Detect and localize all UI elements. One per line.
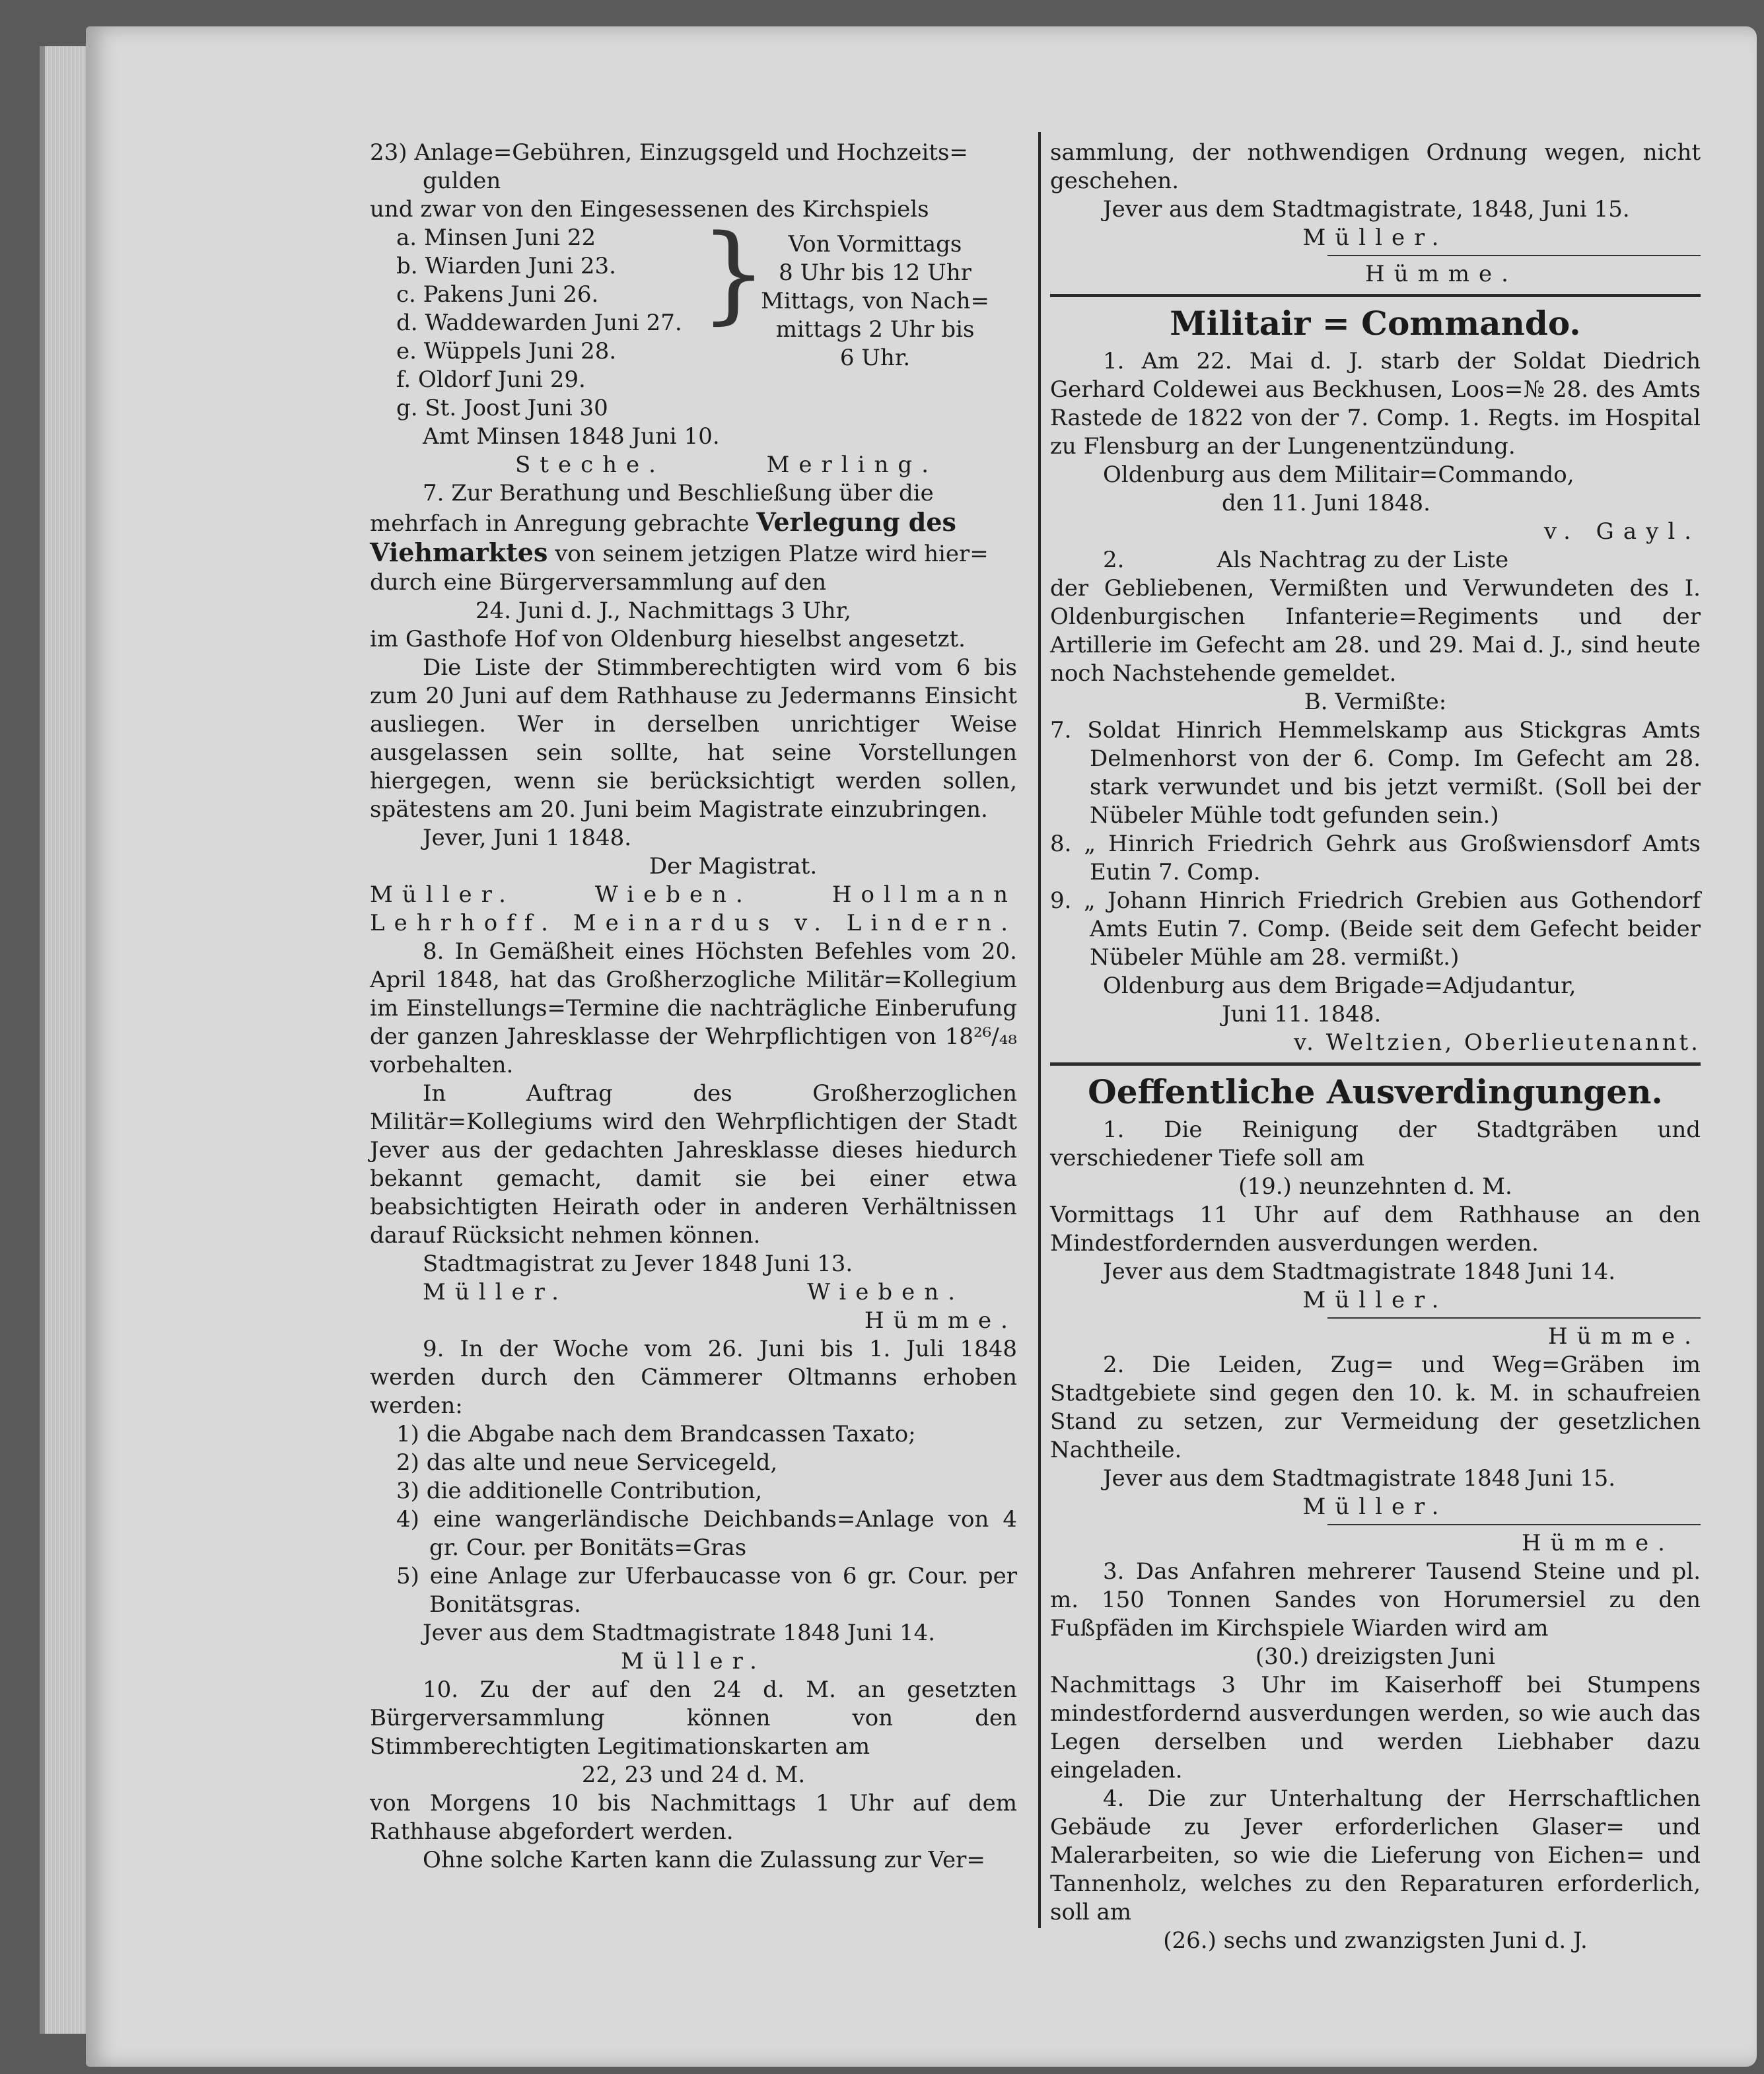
notice-23-title-cont: gulden [423, 168, 501, 194]
notice-7-line: 7. Zur Berathung und Beschließung über die [423, 480, 934, 506]
continued-body: sammlung, der nothwendigen Ordnung wegen, nicht geschehen. [1050, 139, 1701, 194]
notice-7-signatures-row1 [370, 881, 1017, 909]
notice-23-title: 23) Anlage=Gebühren, Einzugsgeld und Hochzeits= [370, 139, 968, 166]
brace-glyph: } [700, 211, 767, 335]
schedule-item: c. Pakens Juni 26. [396, 281, 599, 308]
signature-rule [1327, 1524, 1701, 1525]
schedule-item: f. Oldorf Juni 29. [396, 366, 586, 393]
tender-date: (26.) sechs und zwanzigsten Juni d. J. [1163, 1927, 1588, 1954]
schedule-item: b. Wiarden Juni 23. [396, 253, 616, 279]
signature: Lehrhoff. [370, 910, 557, 936]
tender-notice-4: 4. Die zur Unterhaltung der Herrschaftlichen Gebäude zu Jever erforderlichen Glaser= und Malerarbeiten, so wie die Lieferung von Eichen= und Tannenholz, welches zu den Reparaturen erforderlich, soll am [1050, 1785, 1701, 1925]
notice-8-body: 8. In Gemäßheit eines Höchsten Befehles vom 20. April 1848, hat das Großherzogliche Militär=Kollegium im Einstellungs=Termine die nachträgliche Einberufung der ganzen Jahresklasse der Wehrpflichtigen von 18²⁶/₄₈ vorbehalten. [370, 938, 1017, 1078]
notice-lead: Als Nachtrag zu der Liste [1217, 547, 1509, 573]
military-notice-2: der Gebliebenen, Vermißten und Verwundeten des I. Oldenburgischen Infanterie=Regiments und der Artillerie im Gefecht am 28. und 29. Mai d. J., sind heute noch Nachstehende gemeldet. [1050, 575, 1701, 687]
notice-7-office: Der Magistrat. [649, 853, 818, 880]
notice-10 [370, 1676, 1017, 1875]
signature: Müller. [621, 1648, 766, 1675]
notice-9-item: 4) eine wangerländische Deichbands=Anlage von 4 gr. Cour. per Bonitäts=Gras [396, 1506, 1017, 1561]
signature: Hümme. [864, 1307, 1017, 1334]
notice-number: 2. [1103, 547, 1125, 573]
tender-notice-1: 1. Die Reinigung der Stadtgräben und verschiedener Tiefe soll am [1050, 1117, 1701, 1171]
notice-7-body: Die Liste der Stimmberechtigten wird vom 6 bis zum 20 Juni auf dem Rathhause zu Jedermanns Einsicht ausliegen. Wer in derselben unrichtiger Weise ausgelassen sein sollte, hat seine Vorstellungen hiergegen, wenn sie berücksichtigt werden sollen, spätestens am 20. Juni beim Magistrate einzubringen. [370, 654, 1017, 823]
notice-7-line: durch eine Bürgerversammlung auf den [370, 569, 827, 596]
military-date: Juni 11. 1848. [1222, 1001, 1382, 1027]
section-rule [1050, 1062, 1701, 1066]
signature: Müller. [423, 1279, 568, 1305]
notice-7-venue: im Gasthofe Hof von Oldenburg hieselbst angesetzt. [370, 626, 966, 652]
signature-rule [1327, 1317, 1701, 1319]
missing-soldier-item: 7. Soldat Hinrich Hemmelskamp aus Stickgras Amts Delmenhorst von der 6. Comp. Im Gefecht am 28. stark verwundet und bis jetzt vermißt. (Soll bei der Nübeler Mühle todt gefunden sein.) [1050, 717, 1701, 829]
note-line: 6 Uhr. [839, 345, 911, 371]
schedule-time-note [733, 224, 1017, 423]
signature: Müller. [1302, 225, 1448, 251]
schedule-item: g. St. Joost Juni 30 [396, 395, 608, 421]
tender-notice-1: Vormittags 11 Uhr auf dem Rathhause an den Mindestfordernden ausverdungen werden. [1050, 1202, 1701, 1257]
military-date: den 11. Juni 1848. [1222, 490, 1430, 516]
notice-23 [370, 139, 1017, 479]
tender-place: Jever aus dem Stadtmagistrate 1848 Juni 14. [1103, 1259, 1616, 1285]
missing-soldier-item: 8. „ Hinrich Friedrich Gehrk aus Großwiensdorf Amts Eutin 7. Comp. [1050, 831, 1701, 885]
section-rule [1050, 294, 1701, 297]
tender-date: (30.) dreizigsten Juni [1255, 1643, 1496, 1670]
public-tenders-section [1050, 1072, 1701, 1955]
notice-9-item: 2) das alte und neue Servicegeld, [396, 1449, 778, 1476]
notice-23-place: Amt Minsen 1848 Juni 10. [423, 423, 720, 450]
tender-notice-2: 2. Die Leiden, Zug= und Weg=Gräben im Stadtgebiete sind gegen den 10. k. M. in schaufreien Stand zu setzen, zur Vermeidung der gesetzlichen Nachtheile. [1050, 1352, 1701, 1463]
notice-7-place: Jever, Juni 1 1848. [423, 825, 632, 851]
notice-7-signatures-row2 [370, 909, 1017, 938]
signature: Meinardus [573, 910, 779, 936]
signature: Hümme. [1365, 261, 1518, 287]
signature: Wieben. [594, 881, 752, 908]
section-heading-military: Militair = Commando. [1170, 304, 1581, 343]
notice-7-date: 24. Juni d. J., Nachmittags 3 Uhr, [476, 598, 851, 624]
notice-23-intro: und zwar von den Eingesessenen des Kirchspiels [370, 196, 929, 223]
notice-8-signatures [370, 1278, 1017, 1307]
notice-8-body: In Auftrag des Großherzoglichen Militär=Kollegiums wird den Wehrpflichtigen der Stadt Jever aus der gedachten Jahresklasse dieses hiedurch bekannt gemacht, damit sie bei einer etwa beabsichtigten Heirath oder in anderen Verhältnissen darauf Rücksicht nehmen können. [370, 1080, 1017, 1249]
continued-notice [1050, 139, 1701, 289]
tender-notice-3: Nachmittags 3 Uhr im Kaiserhoff bei Stumpens mindestfordernd ausverdungen werden, so wie auch das Legen derselben und werden Liebhaber dazu eingeladen. [1050, 1672, 1701, 1783]
signature: v. Lindern. [794, 910, 1017, 936]
notice-9-item: 5) eine Anlage zur Uferbaucasse von 6 gr. Cour. per Bonitätsgras. [396, 1563, 1017, 1618]
notice-23-signatures [370, 451, 1017, 479]
military-place: Oldenburg aus dem Brigade=Adjudantur, [1103, 973, 1576, 999]
notice-10-date: 22, 23 und 24 d. M. [581, 1762, 806, 1788]
notice-7-line: mehrfach in Anregung gebrachte Verlegung des [370, 507, 956, 537]
schedule-item: a. Minsen Juni 22 [396, 225, 596, 251]
military-notice-1: 1. Am 22. Mai d. J. starb der Soldat Diedrich Gerhard Coldewei aus Beckhusen, Loos=№ 28. des Amts Rastede de 1822 von der 7. Comp. 1. Regts. im Hospital zu Flensburg an der Lungenentzündung. [1050, 348, 1701, 460]
missing-soldier-item: 9. „ Johann Hinrich Friedrich Grebien aus Gothendorf Amts Eutin 7. Comp. (Beide seit dem Gefecht beider Nübeler Mühle am 28. vermißt.) [1050, 887, 1701, 971]
military-notice-2-head [1050, 546, 1701, 574]
notice-10-body: Ohne solche Karten kann die Zulassung zur Ver= [423, 1847, 985, 1873]
note-line: Mittags, von Nach= [761, 288, 989, 314]
section-heading-public-tenders: Oeffentliche Ausverdingungen. [1088, 1072, 1663, 1111]
notice-7-line: Viehmarktes von seinem jetzigen Platze wird hier= [370, 537, 989, 567]
notice-8-place: Stadtmagistrat zu Jever 1848 Juni 13. [423, 1251, 853, 1277]
military-subheading: B. Vermißte: [1304, 689, 1447, 715]
military-place: Oldenburg aus dem Militair=Commando, [1103, 462, 1574, 488]
signature: v. Gayl. [1543, 518, 1701, 545]
schedule-block [370, 211, 1017, 423]
signature: Merling. [766, 452, 938, 478]
signature-rule [1327, 255, 1701, 256]
signature: Wieben. [807, 1279, 964, 1305]
tender-place: Jever aus dem Stadtmagistrate 1848 Juni 15. [1103, 1465, 1616, 1492]
schedule-list [370, 224, 700, 423]
signature: Müller. [1302, 1494, 1448, 1520]
notice-8 [370, 938, 1017, 1335]
left-column [370, 139, 1017, 1875]
schedule-item: e. Wüppels Juni 28. [396, 338, 617, 364]
signature: v. Weltzien, Oberlieutenannt. [1293, 1029, 1701, 1056]
notice-9 [370, 1335, 1017, 1676]
note-line: mittags 2 Uhr bis [775, 316, 975, 343]
notice-9-place: Jever aus dem Stadtmagistrate 1848 Juni 14. [423, 1620, 936, 1646]
tender-date: (19.) neunzehnten d. M. [1238, 1173, 1512, 1200]
tender-notice-3: 3. Das Anfahren mehrerer Tausend Steine und pl. m. 150 Tonnen Sandes von Horumersiel zu den Fußpfäden im Kirchspiele Wiarden wird am [1050, 1558, 1701, 1642]
note-line: Von Vormittags [788, 231, 962, 258]
right-column [1050, 139, 1701, 1955]
signature: Hollmann [831, 881, 1017, 908]
note-line: 8 Uhr bis 12 Uhr [779, 259, 971, 286]
notice-7 [370, 479, 1017, 938]
military-section [1050, 304, 1701, 1057]
signature: Hümme. [1548, 1323, 1701, 1350]
notice-10-body: von Morgens 10 bis Nachmittags 1 Uhr auf dem Rathhause abgefordert werden. [370, 1790, 1017, 1845]
continued-place: Jever aus dem Stadtmagistrate, 1848, Juni 15. [1103, 196, 1630, 223]
schedule-item: d. Waddewarden Juni 27. [396, 310, 682, 336]
notice-10-body: 10. Zu der auf den 24 d. M. an gesetzten Bürgerversammlung können von den Stimmberechtigten Legitimationskarten am [370, 1676, 1017, 1760]
notice-9-item: 3) die additionelle Contribution, [396, 1478, 763, 1504]
signature: Hümme. [1522, 1530, 1674, 1556]
signature: Müller. [1302, 1287, 1448, 1313]
column-divider [1038, 132, 1041, 1928]
signature: Steche. [515, 452, 665, 478]
notice-9-item: 1) die Abgabe nach dem Brandcassen Taxato; [396, 1421, 916, 1447]
signature: Müller. [370, 881, 515, 908]
notice-9-body: 9. In der Woche vom 26. Juni bis 1. Juli 1848 werden durch den Cämmerer Oltmanns erhoben werden: [370, 1336, 1017, 1419]
